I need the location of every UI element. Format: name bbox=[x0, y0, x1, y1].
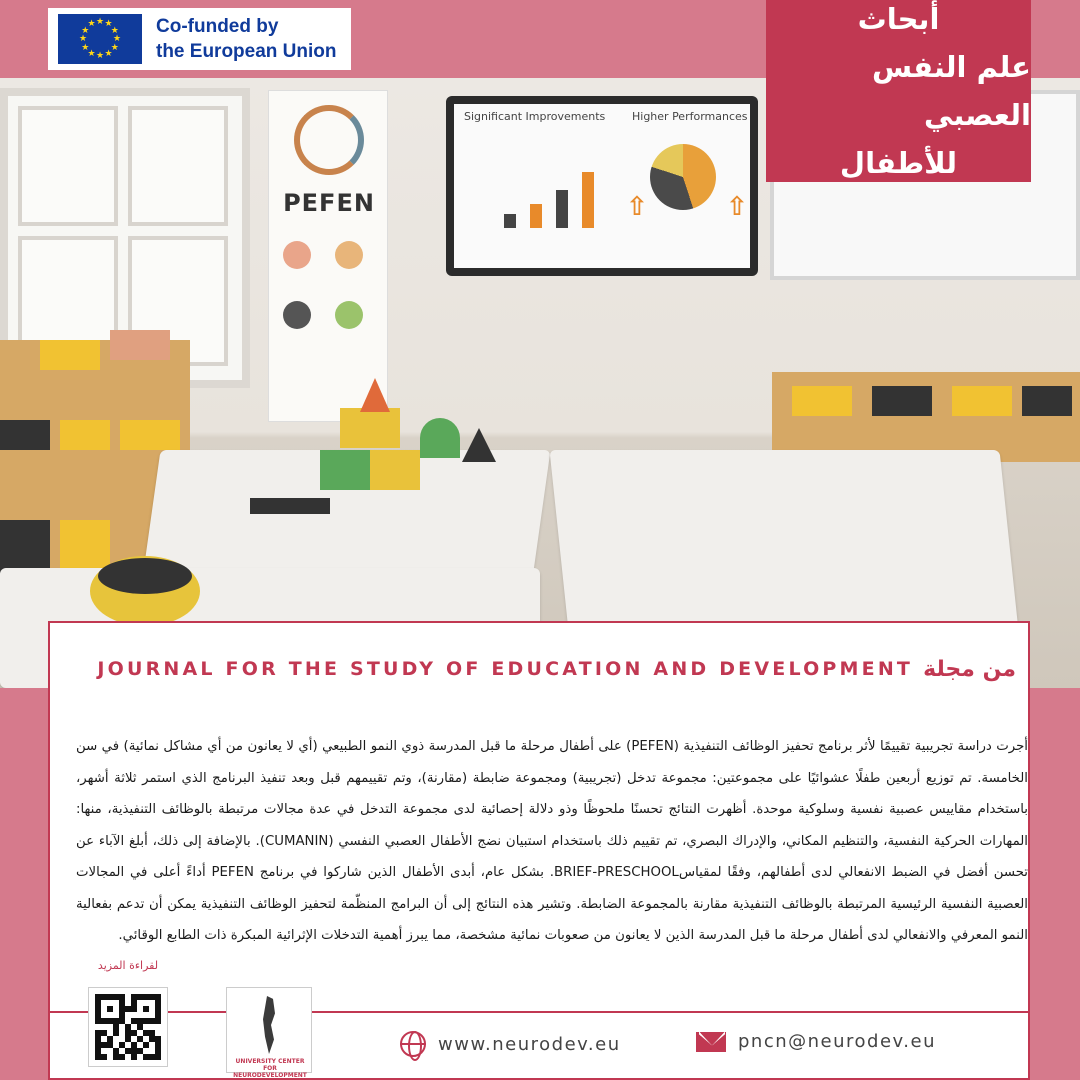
globe-icon bbox=[400, 1031, 426, 1057]
eu-star-icon: ★ bbox=[79, 34, 88, 44]
journal-name: JOURNAL FOR THE STUDY OF EDUCATION AND DEVELOPMENT bbox=[97, 658, 914, 680]
arrow-up-icon: ⇧ bbox=[626, 192, 648, 222]
university-logo bbox=[226, 987, 312, 1079]
eu-star-icon: ★ bbox=[96, 51, 105, 61]
brain-icon bbox=[294, 105, 364, 175]
eu-star-icon: ★ bbox=[113, 34, 122, 44]
website-contact[interactable] bbox=[400, 1031, 621, 1057]
pie-graphic bbox=[650, 144, 716, 210]
eu-logo-line2: the European Union bbox=[156, 41, 337, 62]
right-shelf bbox=[772, 372, 1080, 462]
eu-star-icon: ★ bbox=[104, 48, 113, 59]
presentation-screen bbox=[446, 96, 758, 276]
page-title bbox=[766, 0, 1031, 182]
eu-star-icon: ★ bbox=[87, 48, 96, 59]
title-line2: علم النفس العصبي bbox=[871, 50, 1031, 132]
eu-flag-icon bbox=[58, 14, 142, 64]
toy-block bbox=[462, 428, 496, 462]
arrow-up-icon: ⇧ bbox=[726, 192, 748, 222]
read-more-label: لقراءة المزيد bbox=[97, 959, 159, 972]
eu-star-icon: ★ bbox=[81, 25, 90, 36]
article-body: أجرت دراسة تجريبية تقييمًا لأثر برنامج تحفيز الوظائف التنفيذية (PEFEN) على أطفال مرحلة ما قبل المدرسة ذوي النمو الطبيعي (أي لا يعانون من أي مشاكل نمائية) في سن الخامسة. تم توزيع أربعين طفلًا عشوائيًا على مجموعتين: مجموعة تدخل (تجريبية) ومجموعة ضابطة (مقارنة)، وتم تقييمهم قبل وبعد تنفيذ البرنامج الذي استمر ثلاثة أشهر، باستخدام مقاييس عصبية نفسية وسلوكية موحدة. أظهرت النتائج تحسنًا ملحوظًا وذو دلالة إحصائية لدى مجموعة التدخل في عدة مجالات مرتبطة بالوظائف التنفيذية، منها: المهارات الحركية النفسية، والتنظيم المكاني، والإدراك البصري، تم تقييم ذلك باستخدام استبيان نضج الأطفال العصبي النفسي (CUMANIN). بالإضافة إلى ذلك، أبلغ الآباء عن تحسن أفضل في الضبط الانفعالي لدى أطفالهم، وفقًا لمقياسBRIEF-PRESCHOOL. بشكل عام، أبدى الأطفال الذين شاركوا في برنامج PEFEN أداءً أعلى في المجالات العصبية النفسية الرئيسية المرتبطة بالوظائف التنفيذية مقارنة بالمجموعة الضابطة. وتشير هذه النتائج إلى أن البرامج المنظّمة لتحفيز الوظائف التنفيذية يمكن أن تدعم بفعالية النمو المعرفي والانفعالي لدى أطفال مرحلة ما قبل المدرسة الذين لا يعانون من صعوبات نمائية مشخصة، مما يبرز أهمية التدخلات الإثرائية المبكرة ذات الطابع الوقائي. bbox=[76, 739, 1028, 943]
toy-block bbox=[370, 450, 420, 490]
mail-icon bbox=[696, 1032, 726, 1052]
footer-separator bbox=[50, 1011, 1028, 1013]
university-logo-text: UNIVERSITY CENTER FOR NEURODEVELOPMENT bbox=[233, 1058, 307, 1079]
eu-cofunded-logo bbox=[48, 8, 351, 70]
screen-heading-right: Higher Performances bbox=[632, 110, 748, 123]
toy-block bbox=[340, 408, 400, 448]
toy-block bbox=[420, 418, 460, 458]
journal-heading bbox=[50, 623, 1028, 715]
website-link[interactable]: www.neurodev.eu bbox=[438, 1033, 621, 1055]
play-mat-right bbox=[549, 450, 1020, 650]
eu-star-icon: ★ bbox=[104, 19, 113, 30]
qr-code[interactable] bbox=[88, 987, 168, 1067]
eu-star-icon: ★ bbox=[110, 25, 119, 36]
email-link[interactable]: pncn@neurodev.eu bbox=[738, 1031, 937, 1052]
rollup-brand: PEFEN bbox=[283, 189, 375, 217]
toy-block bbox=[250, 498, 330, 514]
eu-star-icon: ★ bbox=[81, 42, 90, 53]
eu-star-icon: ★ bbox=[110, 42, 119, 53]
toy-block bbox=[320, 450, 370, 490]
pefen-rollup-banner bbox=[268, 90, 388, 422]
eu-star-icon: ★ bbox=[87, 19, 96, 30]
article-box bbox=[48, 621, 1030, 1080]
email-contact[interactable] bbox=[696, 1031, 936, 1052]
screen-heading-left: Significant Improvements bbox=[464, 110, 606, 123]
eu-star-icon: ★ bbox=[96, 17, 105, 27]
eu-logo-text bbox=[156, 14, 337, 64]
title-line3: للأطفال bbox=[839, 146, 958, 180]
title-line1: أبحاث bbox=[857, 2, 940, 36]
eu-logo-line1: Co-funded by bbox=[156, 16, 279, 37]
journal-prefix: من مجلة bbox=[923, 656, 1016, 682]
palestine-map-icon bbox=[259, 996, 279, 1054]
